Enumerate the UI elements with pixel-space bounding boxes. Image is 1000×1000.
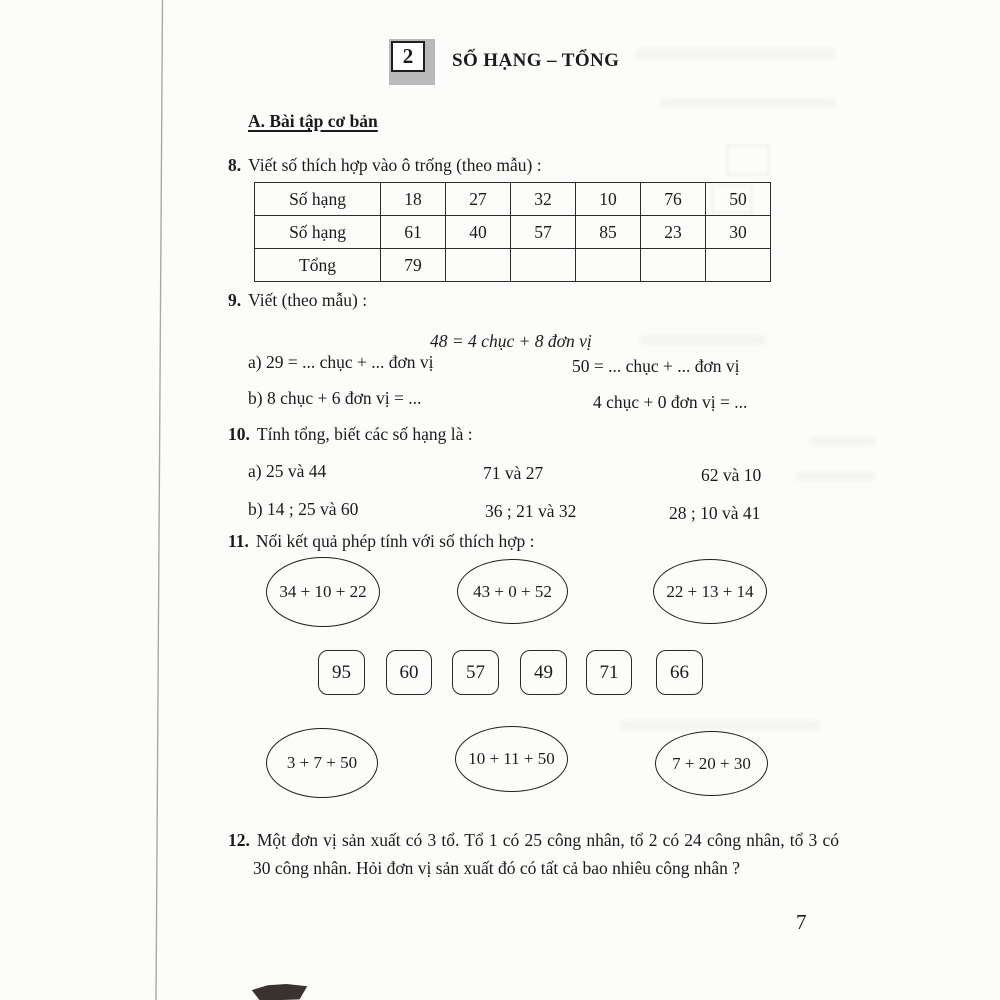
table-cell: 76 [641,183,706,216]
table-cell: 10 [576,183,641,216]
exercise10-heading [228,424,473,445]
exercise10-number: 10. [228,424,250,444]
exercise8-number: 8. [228,155,242,175]
exercise8-heading [228,155,542,176]
exercise10-item-a1: a) 25 và 44 [248,461,327,481]
exercise9-item-a-left: a) 29 = ... chục + ... đơn vị [248,352,434,372]
exercise10-item-b2: 36 ; 21 và 32 [485,501,577,521]
table-row [255,183,771,216]
sum-expression-oval: 34 + 10 + 22 [266,557,380,627]
table-cell [446,249,511,282]
row-label: Số hạng [255,216,381,249]
exercise10-item-a3: 62 và 10 [701,465,762,485]
exercise9-heading [228,290,367,311]
addends-sum-table [254,182,771,282]
bleed-through-artifact [660,98,835,108]
row-label: Số hạng [255,183,381,216]
table-cell: 40 [446,216,511,249]
scan-corner-artifact [250,984,309,1000]
bleed-through-artifact [640,335,765,345]
exercise12-number: 12. [228,830,250,850]
exercise8-prompt: Viết số thích hợp vào ô trống (theo mẫu) : [248,155,542,175]
section-heading: A. Bài tập cơ bản [248,111,378,131]
exercise10-item-b3: 28 ; 10 và 41 [669,503,761,523]
table-cell [576,249,641,282]
bleed-through-artifact [810,437,875,446]
bleed-through-artifact [620,720,820,730]
table-cell: 30 [706,216,771,249]
table-cell: 18 [381,183,446,216]
exercise10-prompt: Tính tổng, biết các số hạng là : [256,424,473,444]
exercise10-item-a2: 71 và 27 [483,463,544,483]
chapter-number-badge [389,39,435,85]
table-cell: 27 [446,183,511,216]
exercise9-example: 48 = 4 chục + 8 đơn vị [430,331,592,351]
sum-expression-oval: 10 + 11 + 50 [455,726,568,792]
result-box: 49 [520,650,567,695]
exercise9-item-b-left: b) 8 chục + 6 đơn vị = ... [248,388,422,408]
result-box: 95 [318,650,365,695]
result-box: 71 [586,650,632,695]
exercise9-prompt: Viết (theo mẫu) : [248,290,368,310]
exercise12-word-problem [228,827,839,882]
exercise10-item-b1: b) 14 ; 25 và 60 [248,499,359,519]
table-row [255,249,771,282]
exercise11-heading [228,531,534,552]
table-cell: 57 [511,216,576,249]
exercise9-item-a-right: 50 = ... chục + ... đơn vị [572,356,740,376]
table-cell [641,249,706,282]
bleed-through-artifact [727,145,769,175]
table-cell: 85 [576,216,641,249]
bleed-through-artifact [795,472,875,481]
result-box: 57 [452,650,499,695]
sum-expression-oval: 43 + 0 + 52 [457,559,568,624]
chapter-title: SỐ HẠNG – TỔNG [452,50,620,71]
result-box: 66 [656,650,703,695]
table-row [255,216,771,249]
table-cell: 23 [641,216,706,249]
table-cell: 79 [381,249,446,282]
table-cell: 61 [381,216,446,249]
exercise12-text: Một đơn vị sản xuất có 3 tổ. Tổ 1 có 25 công nhân, tổ 2 có 24 công nhân, tổ 3 có 30 công nhân. Hỏi đơn vị sản xuất đó có tất cả bao nhiêu công nhân ? [253,830,839,878]
exercise11-prompt: Nối kết quả phép tính với số thích hợp : [255,531,535,551]
table-cell: 50 [706,183,771,216]
row-label: Tổng [255,249,381,282]
table-cell [511,249,576,282]
sum-expression-oval: 22 + 13 + 14 [653,559,767,624]
sum-expression-oval: 7 + 20 + 30 [655,731,768,796]
exercise9-item-b-right: 4 chục + 0 đơn vị = ... [593,392,748,412]
bleed-through-artifact [635,48,835,59]
result-box: 60 [386,650,432,695]
table-cell [706,249,771,282]
exercise11-number: 11. [228,531,249,551]
page-number: 7 [796,910,807,934]
chapter-number: 2 [391,41,425,72]
table-cell: 32 [511,183,576,216]
sum-expression-oval: 3 + 7 + 50 [266,728,378,798]
exercise9-number: 9. [228,290,242,310]
